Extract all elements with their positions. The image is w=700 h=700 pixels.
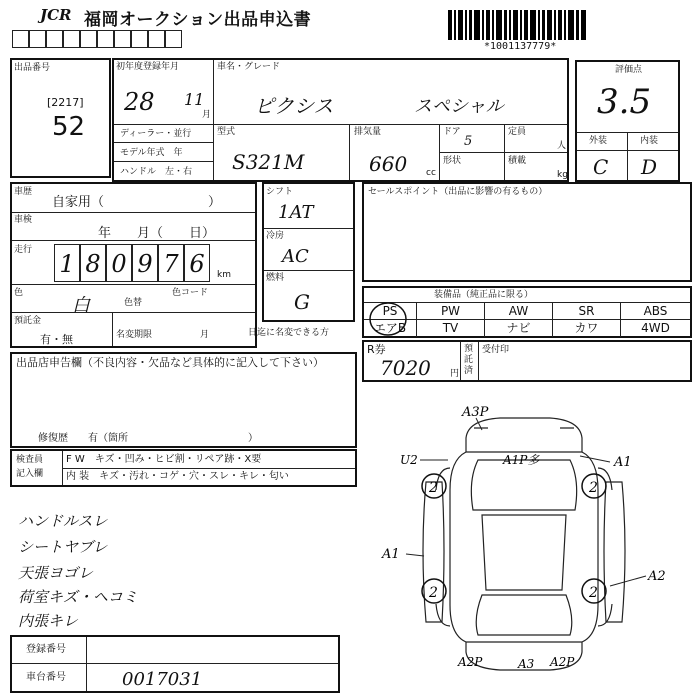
handle-label: ハンドル 左・右 [120, 167, 193, 177]
sales-point-box [362, 182, 692, 282]
equipment-row-2 [364, 319, 690, 337]
name-change-note: 日迄に名変できる方 [248, 328, 330, 338]
inspector-row-1: F W キズ・凹み・ヒビ割・リペア跡・X要 [66, 454, 262, 465]
recycle-value: 有・無 [40, 333, 73, 346]
mileage-digit: 9 [132, 244, 158, 282]
model-year-label: モデル年式 年 [120, 148, 183, 158]
blank-box [165, 30, 182, 48]
mileage-unit: km [217, 270, 231, 280]
declaration-box [10, 352, 357, 448]
r-ticket-unit: 円 [450, 369, 460, 379]
blank-box [80, 30, 97, 48]
load-unit: kg [557, 170, 568, 180]
r-ticket-label: R券 [367, 343, 386, 356]
mark-front-right: A1 [614, 455, 632, 470]
blank-box [97, 30, 114, 48]
registration-month: 11 [184, 90, 205, 109]
equipment-leather: カワ [553, 320, 621, 337]
note-item: 荷室キズ・ヘコミ [18, 588, 138, 606]
blank-box [12, 30, 29, 48]
blank-box [131, 30, 148, 48]
color-change-label: 色替 [124, 298, 143, 308]
history-box [10, 182, 257, 348]
mileage-digit: 7 [158, 244, 184, 282]
usage-value: 自家用（ ） [52, 195, 222, 210]
registration-label: 初年度登録年月 [116, 62, 180, 72]
lot-box [10, 58, 111, 178]
mileage-digit: 1 [54, 244, 80, 282]
capacity-unit: 人 [557, 141, 567, 151]
note-item: 天張ヨゴレ [18, 564, 94, 582]
header [40, 4, 370, 28]
registration-month-unit: 月 [202, 110, 212, 120]
model-label: 型式 [217, 127, 236, 137]
exterior-label: 外装 [589, 136, 608, 146]
displacement-label: 排気量 [354, 127, 382, 137]
tire-mark: 2 [429, 585, 438, 601]
barcode [448, 10, 588, 52]
reg-number-label: 登録番号 [26, 644, 66, 655]
note-item: 内張キレ [18, 612, 78, 630]
equipment-aw: AW [485, 303, 553, 320]
repair-label: 修復歴 有（箇所 ） [38, 433, 258, 444]
inspection-value: 年 月（ 日） [98, 226, 216, 241]
equipment-pw: PW [417, 303, 485, 320]
interior-grade: D [641, 155, 658, 179]
equipment-label: 装備品（純正品に限る） [434, 290, 534, 300]
barcode-text: *1001137779* [484, 41, 557, 52]
car-name: ピクシス [254, 94, 334, 118]
reg-number-box [10, 635, 340, 693]
sales-point-label: セールスポイント（出品に影響の有るもの） [368, 187, 548, 197]
inspector-row-2: 内 装 キズ・汚れ・コゲ・穴・スレ・キレ・匂い [66, 471, 289, 482]
barcode-graphic [448, 10, 588, 40]
blank-box [46, 30, 63, 48]
mark-top: A3P [462, 405, 489, 420]
interior-label: 内装 [640, 136, 659, 146]
color-code-label: 色コード [172, 288, 209, 298]
car-name-label: 車名・グレード [217, 62, 281, 72]
mileage-digit: 8 [80, 244, 106, 282]
usage-label: 車歴 [14, 187, 33, 197]
fuel-label: 燃料 [266, 273, 285, 283]
mark-bottom-left: A2P [458, 655, 483, 669]
color-value: 白 [72, 295, 90, 316]
mileage-digits [54, 244, 214, 282]
equipment-abs: ABS [643, 304, 668, 318]
mark-bottom-mid: A3 [518, 657, 535, 671]
shipping-label: 預託済 [464, 344, 474, 376]
equipment-airbag: エアB [364, 320, 417, 337]
mark-bottom-right: A2P [550, 655, 575, 669]
logo: JCR [40, 6, 72, 24]
ac-value: AC [282, 246, 309, 267]
car-grade: スペシャル [414, 96, 504, 117]
shift-box [262, 182, 355, 322]
exterior-grade: C [593, 155, 609, 179]
doors-label: ドア [443, 127, 461, 137]
mark-right-rear: A2 [648, 569, 666, 584]
car-diagram [370, 390, 690, 695]
registration-year: 28 [124, 88, 155, 116]
equipment-box [362, 286, 692, 338]
equipment-4wd: 4WD [641, 321, 670, 335]
name-change-month: 月 [200, 330, 210, 340]
declaration-label: 出品店申告欄（不良内容・欠品など具体的に記入して下さい） [16, 356, 324, 369]
lot-bracket: [2217] [47, 96, 84, 109]
ps-circle [368, 300, 408, 338]
inspector-label-1: 検査員 [16, 455, 44, 465]
blank-box [148, 30, 165, 48]
doors-value: 5 [464, 134, 473, 149]
tire-mark: 2 [589, 585, 598, 601]
score-box [575, 60, 680, 182]
ac-label: 冷房 [266, 231, 285, 241]
score-value: 3.5 [597, 82, 652, 122]
mark-left-side: A1 [382, 547, 400, 562]
shift-value: 1AT [278, 202, 314, 223]
r-ticket-box [362, 340, 692, 382]
equipment-tv: TV [417, 320, 485, 337]
mileage-label: 走行 [14, 245, 33, 255]
dealer-label: ディーラー・並行 [120, 129, 192, 139]
notes-list [18, 510, 218, 630]
note-item: ハンドルスレ [18, 512, 108, 530]
load-label: 積載 [508, 156, 527, 166]
inspector-label-2: 記入欄 [16, 469, 44, 479]
shape-label: 形状 [443, 156, 462, 166]
displacement-value: 660 [369, 152, 408, 176]
equipment-ps: PS [364, 303, 417, 320]
displacement-unit: cc [426, 168, 436, 178]
form-title: 福岡オークション出品申込書 [84, 10, 312, 30]
lot-number: 52 [52, 112, 86, 142]
color-label: 色 [14, 288, 24, 298]
capacity-label: 定員 [508, 127, 527, 137]
equipment-sr: SR [553, 303, 621, 320]
mark-hood: A1P多 [503, 453, 540, 467]
receipt-label: 受付印 [482, 345, 510, 355]
mileage-digit: 0 [106, 244, 132, 282]
equipment-navi: ナビ [485, 320, 553, 337]
model-value: S321M [232, 150, 305, 174]
equipment-row-1 [364, 302, 690, 320]
blank-box [114, 30, 131, 48]
mileage-digit: 6 [184, 244, 210, 282]
vehicle-info-box [112, 58, 569, 182]
note-item: シートヤブレ [18, 538, 108, 556]
blank-box [63, 30, 80, 48]
score-label: 評価点 [615, 65, 643, 75]
tire-mark: 2 [429, 480, 438, 496]
inspection-label: 車検 [14, 215, 33, 225]
lot-label: 出品番号 [14, 63, 51, 73]
mark-left-front: U2 [400, 453, 418, 467]
tire-mark: 2 [589, 480, 598, 496]
inspector-box [10, 449, 357, 487]
shift-label: シフト [266, 187, 294, 197]
chassis-value: 0017031 [122, 669, 203, 690]
chassis-label: 車台番号 [26, 672, 66, 683]
name-change-label: 名変期限 [116, 330, 153, 340]
fuel-value: G [294, 290, 310, 314]
r-ticket-value: 7020 [380, 356, 431, 380]
blank-box [29, 30, 46, 48]
recycle-label: 預託金 [14, 316, 42, 326]
